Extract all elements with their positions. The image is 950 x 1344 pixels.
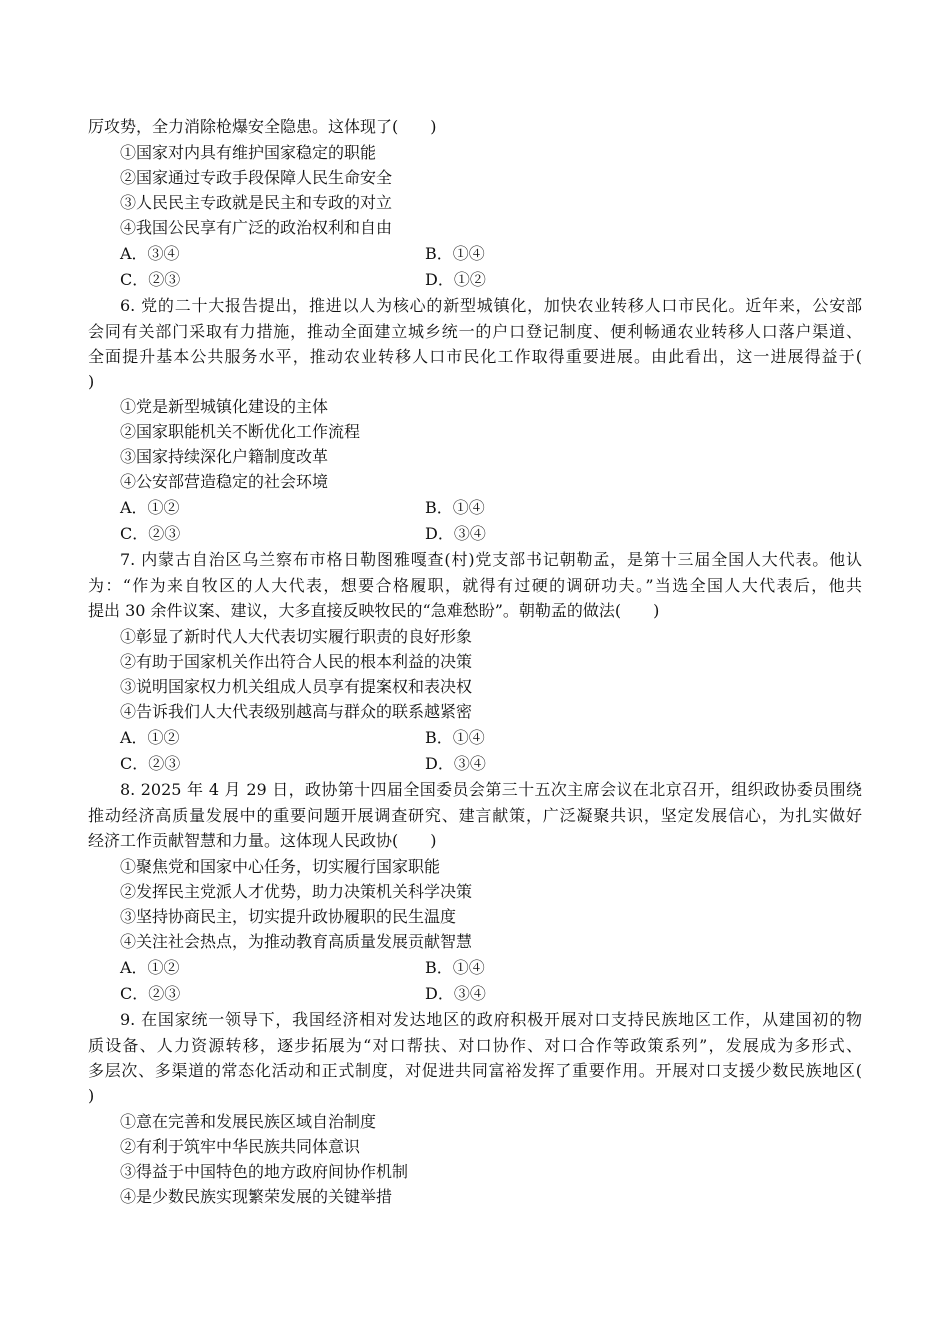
q9-stem-line-3: 多层次、多渠道的常态化活动和正式制度，对促进共同富裕发挥了重要作用。开展对口支援少数民族地区( bbox=[88, 1061, 862, 1080]
q9-stem-line-2: 质设备、人力资源转移，逐步拓展为“对口帮扶、对口协作、对口合作等政策系列”，发展成为多形式、 bbox=[88, 1036, 862, 1055]
q6-stem-line-2: 会同有关部门采取有力措施，推动全面建立城乡统一的户口登记制度、便利畅通农业转移人口落户渠道、 bbox=[88, 322, 862, 341]
q7-option-c[interactable]: C．②③ bbox=[120, 754, 181, 773]
q8-stem-line-2: 推动经济高质量发展中的重要问题开展调查研究、建言献策，广泛凝聚共识，坚定发展信心，为扎实做好 bbox=[88, 806, 862, 825]
q6-stem-line-4: ) bbox=[88, 372, 95, 391]
q7-option-a[interactable]: A．①② bbox=[120, 728, 180, 747]
q7-option-d[interactable]: D．③④ bbox=[425, 754, 486, 773]
q6-option-a[interactable]: A．①② bbox=[120, 498, 180, 517]
q9-stem-line-1: 9. 在国家统一领导下，我国经济相对发达地区的政府积极开展对口支持民族地区工作，从建国初的物 bbox=[120, 1010, 862, 1029]
q5-item-2: ②国家通过专政手段保障人民生命安全 bbox=[120, 168, 393, 187]
q8-stem-line-1: 8. 2025 年 4 月 29 日，政协第十四届全国委员会第三十五次主席会议在北京召开，组织政协委员围绕 bbox=[120, 780, 862, 799]
q6-item-1: ①党是新型城镇化建设的主体 bbox=[120, 397, 329, 416]
q9-item-1: ①意在完善和发展民族区域自治制度 bbox=[120, 1112, 377, 1131]
q6-stem-line-3: 全面提升基本公共服务水平，推动农业转移人口市民化工作取得重要进展。由此看出，这一进展得益于( bbox=[88, 347, 862, 366]
q8-option-a[interactable]: A．①② bbox=[120, 958, 180, 977]
q5-item-3: ③人民民主专政就是民主和专政的对立 bbox=[120, 193, 393, 212]
q5-item-4: ④我国公民享有广泛的政治权利和自由 bbox=[120, 218, 393, 237]
q5-option-a[interactable]: A．③④ bbox=[120, 244, 180, 263]
q6-option-d[interactable]: D．③④ bbox=[425, 524, 486, 543]
q5-item-1: ①国家对内具有维护国家稳定的职能 bbox=[120, 143, 377, 162]
q8-item-3: ③坚持协商民主，切实提升政协履职的民生温度 bbox=[120, 907, 457, 926]
q7-stem-line-2: 为：“作为来自牧区的人大代表，想要合格履职，就得有过硬的调研功夫。”当选全国人大代表后，他共 bbox=[88, 576, 862, 595]
q7-stem-line-3: 提出 30 余件议案、建议，大多直接反映牧民的“急难愁盼”。朝勒孟的做法( ) bbox=[88, 601, 660, 620]
q6-stem-line-1: 6. 党的二十大报告提出，推进以人为核心的新型城镇化，加快农业转移人口市民化。近年来，公安部 bbox=[120, 296, 862, 315]
q6-option-b[interactable]: B．①④ bbox=[425, 498, 485, 517]
q9-item-3: ③得益于中国特色的地方政府间协作机制 bbox=[120, 1162, 409, 1181]
q7-item-1: ①彰显了新时代人大代表切实履行职责的良好形象 bbox=[120, 627, 473, 646]
q5-option-b[interactable]: B．①④ bbox=[425, 244, 485, 263]
q5-stem-tail: 厉攻势，全力消除枪爆安全隐患。这体现了( ) bbox=[88, 117, 437, 136]
q8-stem-line-3: 经济工作贡献智慧和力量。这体现人民政协( ) bbox=[88, 831, 437, 850]
q7-item-3: ③说明国家权力机关组成人员享有提案权和表决权 bbox=[120, 677, 473, 696]
q7-option-b[interactable]: B．①④ bbox=[425, 728, 485, 747]
q8-option-b[interactable]: B．①④ bbox=[425, 958, 485, 977]
q9-item-4: ④是少数民族实现繁荣发展的关键举措 bbox=[120, 1187, 393, 1206]
q7-stem-line-1: 7. 内蒙古自治区乌兰察布市格日勒图雅嘎查(村)党支部书记朝勒孟，是第十三届全国人大代表。他认 bbox=[120, 550, 862, 569]
q7-item-4: ④告诉我们人大代表级别越高与群众的联系越紧密 bbox=[120, 702, 473, 721]
q8-item-1: ①聚焦党和国家中心任务，切实履行国家职能 bbox=[120, 857, 441, 876]
q7-item-2: ②有助于国家机关作出符合人民的根本利益的决策 bbox=[120, 652, 473, 671]
q8-option-c[interactable]: C．②③ bbox=[120, 984, 181, 1003]
q6-option-c[interactable]: C．②③ bbox=[120, 524, 181, 543]
q6-item-4: ④公安部营造稳定的社会环境 bbox=[120, 472, 329, 491]
q9-stem-line-4: ) bbox=[88, 1086, 95, 1105]
q6-item-3: ③国家持续深化户籍制度改革 bbox=[120, 447, 329, 466]
q8-item-2: ②发挥民主党派人才优势，助力决策机关科学决策 bbox=[120, 882, 473, 901]
q5-option-c[interactable]: C．②③ bbox=[120, 270, 181, 289]
q9-item-2: ②有利于筑牢中华民族共同体意识 bbox=[120, 1137, 361, 1156]
q5-option-d[interactable]: D．①② bbox=[425, 270, 486, 289]
q8-option-d[interactable]: D．③④ bbox=[425, 984, 486, 1003]
q6-item-2: ②国家职能机关不断优化工作流程 bbox=[120, 422, 361, 441]
q8-item-4: ④关注社会热点，为推动教育高质量发展贡献智慧 bbox=[120, 932, 473, 951]
